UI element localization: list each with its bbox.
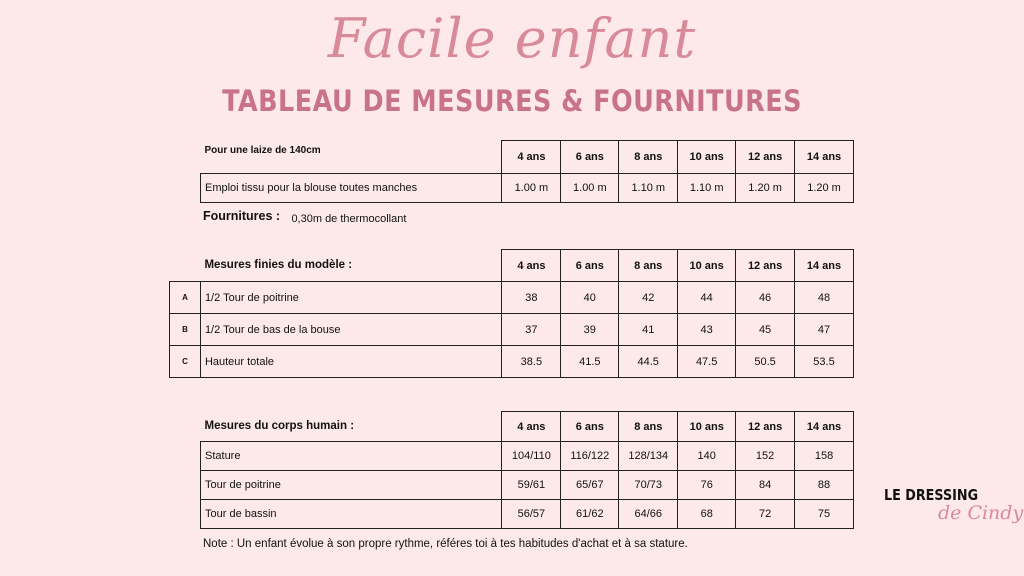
size-header: 12 ans: [736, 412, 795, 442]
cell-value: 45: [736, 314, 795, 346]
table-row: [170, 314, 854, 346]
row-label: Hauteur totale: [200, 346, 501, 378]
cell-value: 128/134: [619, 442, 678, 471]
cell-value: 158: [795, 442, 854, 471]
size-header: 4 ans: [502, 141, 561, 174]
size-header: 14 ans: [795, 141, 854, 174]
finished-measurements-table: [169, 249, 854, 378]
size-header: 10 ans: [678, 412, 736, 442]
table-row: [170, 282, 854, 314]
cell-value: 41: [619, 314, 678, 346]
row-label: 1/2 Tour de bas de la bouse: [200, 314, 501, 346]
cell-value: 56/57: [502, 500, 561, 529]
cell-value: 44: [678, 282, 736, 314]
table-row: [201, 500, 854, 529]
size-header: 6 ans: [561, 250, 619, 282]
cell-value: 47.5: [678, 346, 736, 378]
fabric-value: 1.20 m: [736, 173, 795, 202]
size-header: 4 ans: [502, 412, 561, 442]
cell-value: 104/110: [502, 442, 561, 471]
table-row: [170, 346, 854, 378]
fabric-heading: Pour une laize de 140cm: [204, 144, 321, 156]
fabric-value: 1.00 m: [561, 173, 619, 202]
cell-value: 64/66: [619, 500, 678, 529]
cell-value: 47: [795, 314, 854, 346]
page-title: TABLEAU DE MESURES & FOURNITURES: [222, 84, 802, 118]
size-header: 6 ans: [561, 141, 619, 174]
cell-value: 44.5: [619, 346, 678, 378]
size-header: 10 ans: [678, 250, 736, 282]
cell-value: 59/61: [502, 471, 561, 500]
row-letter: A: [170, 282, 201, 314]
size-header: 6 ans: [561, 412, 619, 442]
size-header: 4 ans: [502, 250, 561, 282]
size-header: 8 ans: [619, 141, 678, 174]
finished-heading: Mesures finies du modèle :: [204, 259, 353, 272]
cell-value: 140: [678, 442, 736, 471]
size-header: 8 ans: [619, 412, 678, 442]
fabric-value: 1.00 m: [502, 173, 561, 202]
cell-value: 68: [678, 500, 736, 529]
table-row: [201, 471, 854, 500]
cell-value: 48: [795, 282, 854, 314]
size-header: 12 ans: [736, 250, 795, 282]
cell-value: 38.5: [502, 346, 561, 378]
brand-logo-text: LE DRESSING: [884, 486, 979, 504]
row-letter: C: [170, 346, 201, 378]
size-header: 14 ans: [795, 250, 854, 282]
row-label: Stature: [201, 442, 502, 471]
cell-value: 152: [736, 442, 795, 471]
cell-value: 70/73: [619, 471, 678, 500]
cell-value: 40: [561, 282, 619, 314]
cell-value: 37: [502, 314, 561, 346]
cell-value: 65/67: [561, 471, 619, 500]
fournitures-label: Fournitures :: [203, 209, 281, 223]
cell-value: 61/62: [561, 500, 619, 529]
script-title: Facile enfant: [327, 7, 697, 70]
fournitures-line: [203, 209, 406, 223]
row-label: Tour de poitrine: [201, 471, 502, 500]
size-header: 12 ans: [736, 141, 795, 174]
cell-value: 76: [678, 471, 736, 500]
table-row: [201, 442, 854, 471]
cell-value: 84: [736, 471, 795, 500]
fabric-table: [200, 140, 854, 203]
row-label: 1/2 Tour de poitrine: [200, 282, 501, 314]
cell-value: 43: [678, 314, 736, 346]
fournitures-value: 0,30m de thermocollant: [291, 213, 407, 225]
body-measurements-table: [200, 411, 854, 529]
cell-value: 88: [795, 471, 854, 500]
cell-value: 75: [795, 500, 854, 529]
size-header: 10 ans: [678, 141, 736, 174]
cell-value: 39: [561, 314, 619, 346]
cell-value: 50.5: [736, 346, 795, 378]
row-label: Tour de bassin: [201, 500, 502, 529]
cell-value: 46: [736, 282, 795, 314]
cell-value: 42: [619, 282, 678, 314]
cell-value: 38: [502, 282, 561, 314]
fabric-value: 1.20 m: [795, 173, 854, 202]
note-text: Note : Un enfant évolue à son propre rythme, référes toi à tes habitudes d'achat et à sa stature.: [203, 538, 688, 550]
body-heading: Mesures du corps humain :: [204, 420, 355, 433]
size-header: 8 ans: [619, 250, 678, 282]
size-header: 14 ans: [795, 412, 854, 442]
brand-logo-script: de Cindy: [938, 502, 1024, 524]
cell-value: 53.5: [795, 346, 854, 378]
fabric-row-label: Emploi tissu pour la blouse toutes manches: [201, 173, 502, 202]
cell-value: 116/122: [561, 442, 619, 471]
fabric-value: 1.10 m: [678, 173, 736, 202]
fabric-value: 1.10 m: [619, 173, 678, 202]
row-letter: B: [170, 314, 201, 346]
cell-value: 41.5: [561, 346, 619, 378]
cell-value: 72: [736, 500, 795, 529]
